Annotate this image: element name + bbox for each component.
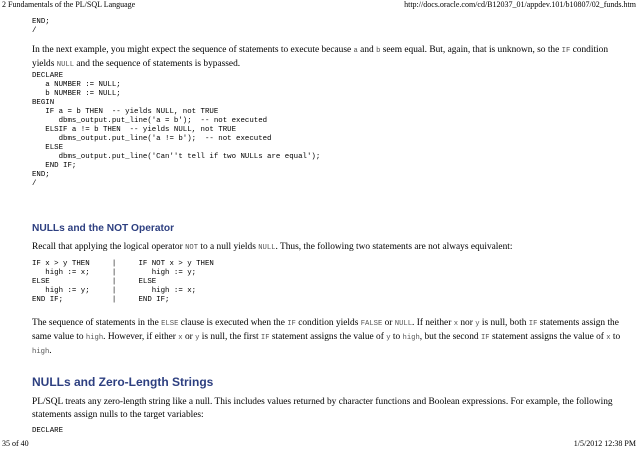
inline-code: high: [402, 334, 420, 342]
section-heading-not-operator: NULLs and the NOT Operator: [32, 223, 175, 234]
text: .: [49, 346, 52, 356]
inline-code: x: [606, 334, 611, 342]
text: statement assigns the value of: [269, 332, 387, 342]
code-block-declare: DECLARE a NUMBER := NULL; b NUMBER := NULL; BEGIN IF a = b THEN -- yields NULL, not TRUE dbms_output.put_line('a = b'); -- not executed ELSIF a != b THEN -- yields NULL, not TRUE dbms_output.put_line('a != b'); -- not executed ELSE dbms_output.put_line('Can''t tell if two NULLs are equal'); END IF; END; /: [32, 72, 321, 188]
inline-code: high: [85, 334, 104, 342]
page-url: http://docs.oracle.com/cd/B12037_01/appdev.101/b10807/02_funds.htm: [404, 0, 636, 9]
text: . Thus, the following two statements are not always equivalent:: [275, 242, 513, 252]
inline-code: x: [178, 334, 183, 342]
text: condition yields: [295, 318, 361, 328]
inline-code: ELSE: [161, 320, 179, 328]
inline-code: y: [195, 334, 200, 342]
inline-code: NULL: [394, 320, 413, 328]
text: nor: [458, 318, 476, 328]
text: . If neither: [412, 318, 454, 328]
paragraph-null-comparison: [32, 44, 622, 72]
inline-code: IF: [561, 47, 571, 55]
inline-code: a: [353, 47, 358, 55]
print-footer: [0, 439, 638, 450]
paragraph-not-operator: [32, 241, 622, 255]
inline-code: NOT: [185, 244, 199, 252]
text: The sequence of statements in the: [32, 318, 162, 328]
inline-code: y: [475, 320, 480, 328]
code-block-declare-2: DECLARE: [32, 427, 64, 435]
text: or: [182, 332, 196, 342]
text: , but the second: [419, 332, 481, 342]
inline-code: NULL: [258, 244, 276, 252]
inline-code: high: [32, 348, 50, 356]
inline-code: x: [453, 320, 459, 328]
text: statements assign the same value to: [32, 318, 619, 342]
paragraph-zero-length: PL/SQL treats any zero-length string like a null. This includes values returned by character functions and Boolean expressions. For example, the following statements assign nulls to the target variables:: [32, 397, 613, 420]
text: and: [357, 45, 377, 55]
text: is null, the first: [199, 332, 261, 342]
text: . However, if either: [103, 332, 179, 342]
text: condition yields: [32, 45, 609, 69]
paragraph-else-clause: [32, 317, 622, 359]
inline-code: IF: [260, 334, 270, 342]
text: clause is executed when the: [178, 318, 288, 328]
code-block-if-comparison: IF x > y THEN | IF NOT x > y THEN high := x; | high := y; ELSE | ELSE high := y; | high := x; END IF; | END IF;: [32, 260, 214, 304]
text: to: [390, 332, 403, 342]
page-title: 2 Fundamentals of the PL/SQL Language: [2, 0, 136, 9]
inline-code: IF: [480, 334, 490, 342]
inline-code: FALSE: [360, 320, 383, 328]
inline-code: y: [386, 334, 391, 342]
print-datetime: 1/5/2012 12:38 PM: [573, 439, 636, 448]
inline-code: IF: [528, 320, 538, 328]
code-block-end: END; /: [32, 18, 50, 35]
text: and the sequence of statements is bypassed.: [74, 59, 241, 69]
inline-code: IF: [287, 320, 296, 328]
section-heading-zero-length: NULLs and Zero-Length Strings: [32, 375, 214, 389]
text: In the next example, you might expect the sequence of statements to execute because: [32, 45, 354, 55]
page-number: 35 of 40: [2, 439, 29, 448]
print-header: [0, 0, 638, 11]
inline-code: b: [376, 47, 381, 55]
text: is null, both: [479, 318, 529, 328]
text: statement assigns the value of: [489, 332, 607, 342]
text: seem equal. But, again, that is unknown, so the: [380, 45, 562, 55]
text: Recall that applying the logical operator: [32, 242, 186, 252]
text: to a null yields: [198, 242, 259, 252]
inline-code: NULL: [56, 61, 75, 69]
text: to: [610, 332, 621, 342]
text: or: [382, 318, 395, 328]
